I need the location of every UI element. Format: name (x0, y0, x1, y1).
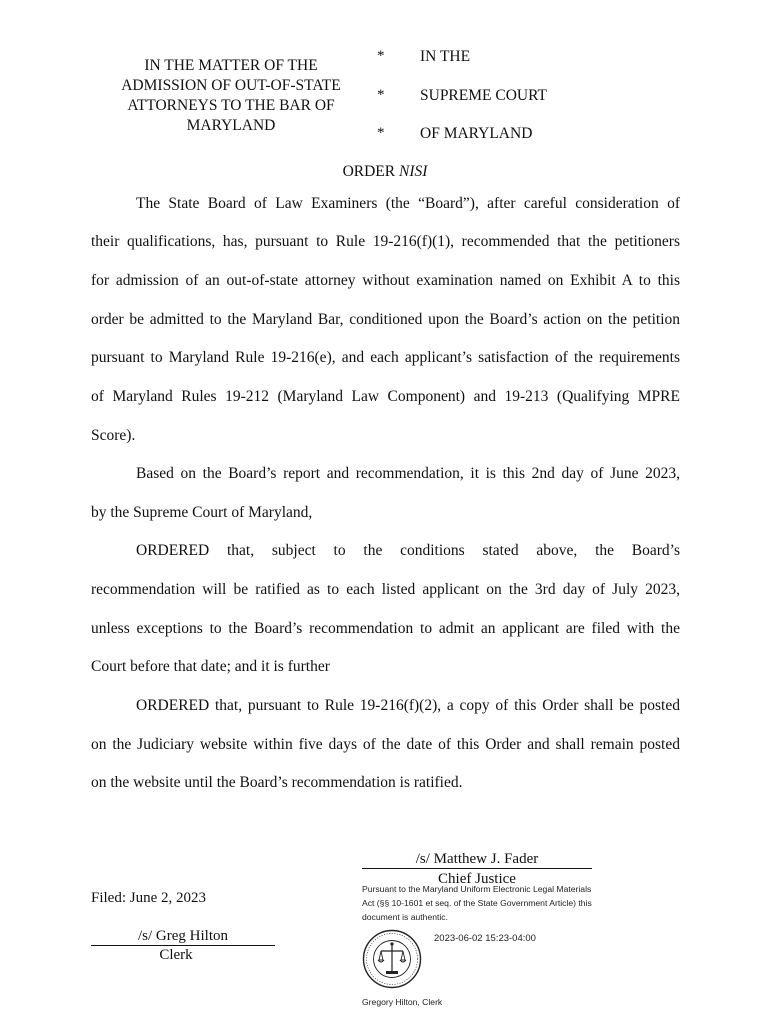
court-name-line: SUPREME COURT (420, 87, 547, 104)
court-name-line: OF MARYLAND (420, 125, 533, 142)
order-title-italic: NISI (399, 163, 428, 180)
caption-asterisk: * (377, 48, 385, 64)
caption-line: ATTORNEYS TO THE BAR OF (127, 97, 335, 114)
body-line: by the Supreme Court of Maryland, (91, 504, 313, 521)
order-title-main: ORDER (342, 163, 399, 180)
body-line: Score). (91, 427, 136, 444)
court-seal-icon (362, 929, 422, 989)
caption-asterisk: * (377, 125, 385, 141)
clerk-title: Clerk (159, 947, 193, 963)
authentication-note-line: Pursuant to the Maryland Uniform Electronic Legal Materials (362, 884, 592, 894)
chief-justice-title: Chief Justice (438, 871, 516, 887)
caption-line: MARYLAND (186, 117, 276, 134)
body-line: on the website until the Board’s recommendation is ratified. (91, 774, 463, 791)
body-line: their qualifications, has, pursuant to Rule 19-216(f)(1), recommended that the petitioners (91, 233, 680, 250)
chief-justice-signature: /s/ Matthew J. Fader (362, 851, 592, 869)
body-line: unless exceptions to the Board’s recommendation to admit an applicant are filed with the (91, 620, 680, 637)
body-line: recommendation will be ratified as to each listed applicant on the 3rd day of July 2023, (91, 581, 680, 598)
filed-date: Filed: June 2, 2023 (91, 890, 206, 906)
body-line: on the Judiciary website within five days of the date of this Order and shall remain posted (91, 736, 680, 753)
authentication-timestamp: 2023-06-02 15:23-04:00 (434, 933, 536, 944)
body-line: ORDERED that, subject to the conditions stated above, the Board’s (136, 542, 680, 559)
clerk-signature: /s/ Greg Hilton (91, 928, 275, 946)
order-title (0, 163, 770, 181)
body-line: The State Board of Law Examiners (the “Board”), after careful consideration of (136, 195, 680, 212)
body-line: of Maryland Rules 19-212 (Maryland Law Component) and 19-213 (Qualifying MPRE (91, 388, 680, 405)
body-line: Based on the Board’s report and recommendation, it is this 2nd day of June 2023, (136, 465, 680, 482)
authentication-note-line: document is authentic. (362, 912, 448, 922)
court-name-line: IN THE (420, 48, 471, 65)
body-line: order be admitted to the Maryland Bar, conditioned upon the Board’s action on the petition (91, 311, 680, 328)
authentication-signer: Gregory Hilton, Clerk (362, 997, 443, 1007)
caption-line: IN THE MATTER OF THE (144, 57, 318, 74)
body-line: Court before that date; and it is further (91, 658, 330, 675)
caption-asterisk: * (377, 87, 385, 103)
authentication-note (362, 882, 612, 924)
authentication-note-line: Act (§§ 10-1601 et seq. of the State Government Article) this (362, 898, 592, 908)
body-line: for admission of an out-of-state attorney without examination named on Exhibit A to this (91, 272, 680, 289)
case-caption (100, 56, 362, 136)
body-line: pursuant to Maryland Rule 19-216(e), and each applicant’s satisfaction of the requirements (91, 349, 680, 366)
body-line: ORDERED that, pursuant to Rule 19-216(f)(2), a copy of this Order shall be posted (136, 697, 680, 714)
caption-line: ADMISSION OF OUT-OF-STATE (121, 77, 341, 94)
